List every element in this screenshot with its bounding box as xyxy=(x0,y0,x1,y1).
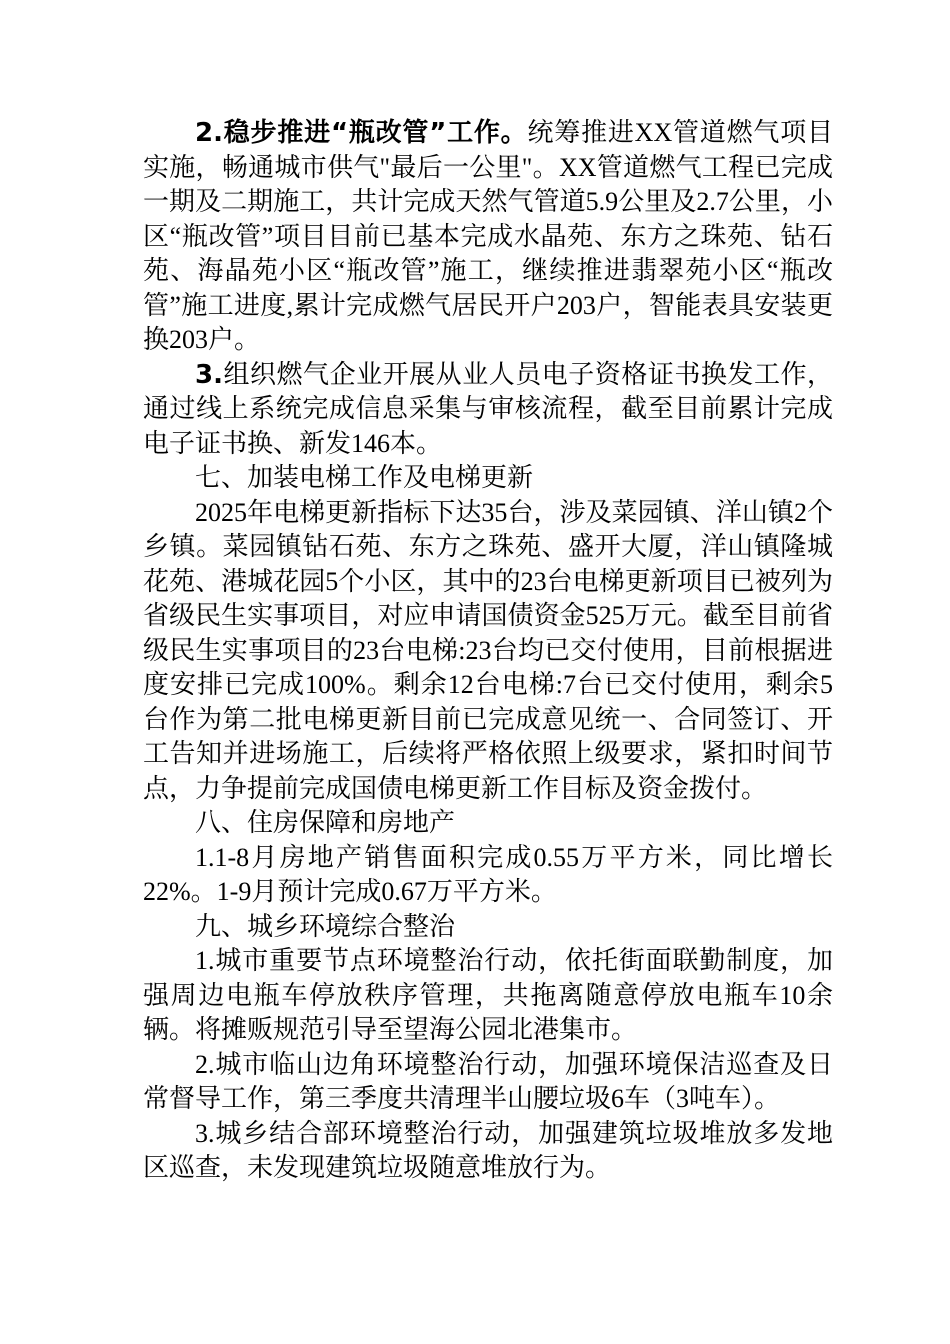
paragraph-node-rectification xyxy=(143,944,833,1048)
heading-text: 八、住房保障和房地产 xyxy=(195,808,456,837)
paragraph-gas-pipeline xyxy=(143,116,833,358)
paragraph-lead: 2.稳步推进“瓶改管”工作。 xyxy=(195,118,528,148)
paragraph-text: 统筹推进XX管道燃气项目实施，畅通城市供气"最后一公里"。XX管道燃气工程已完成一期及二期施工，共计完成天然气管道5.9公里及2.7公里，小区“瓶改管”项目目前已基本完成水晶苑、东方之珠苑、钻石苑、海晶苑小区“瓶改管”施工，继续推进翡翠苑小区“瓶改管”施工进度,累计完成燃气居民开户203户，智能表具安装更换203户。 xyxy=(143,118,833,354)
paragraph-text: 1.1-8月房地产销售面积完成0.55万平方米，同比增长22%。1-9月预计完成0.67万平方米。 xyxy=(143,842,833,906)
section-heading-housing xyxy=(143,806,833,841)
paragraph-text: 组织燃气企业开展从业人员电子资格证书换发工作，通过线上系统完成信息采集与审核流程，截至目前累计完成电子证书换、新发146本。 xyxy=(143,359,833,458)
section-heading-elevator xyxy=(143,461,833,496)
section-heading-environment xyxy=(143,910,833,945)
paragraph-text: 2025年电梯更新指标下达35台，涉及菜园镇、洋山镇2个乡镇。菜园镇钻石苑、东方之珠苑、盛开大厦，洋山镇隆城花苑、港城花园5个小区，其中的23台电梯更新项目已被列为省级民生实事项目，对应申请国债资金525万元。截至目前省级民生实事项目的23台电梯:23台均已交付使用，目前根据进度安排已完成100%。剩余12台电梯:7台已交付使用，剩余5台作为第二批电梯更新目前已完成意见统一、合同签订、开工告知并进场施工，后续将严格依照上级要求，紧扣时间节点，力争提前完成国债电梯更新工作目标及资金拨付。 xyxy=(143,497,833,803)
paragraph-rural-urban-rectification xyxy=(143,1117,833,1186)
heading-text: 七、加装电梯工作及电梯更新 xyxy=(195,463,534,492)
paragraph-lead: 3. xyxy=(195,359,223,390)
paragraph-housing-sales xyxy=(143,841,833,910)
paragraph-text: 3.城乡结合部环境整治行动，加强建筑垃圾堆放多发地区巡查，未发现建筑垃圾随意堆放行为。 xyxy=(143,1118,833,1182)
paragraph-elevator-update xyxy=(143,496,833,807)
paragraph-text: 1.城市重要节点环境整治行动，依托街面联勤制度，加强周边电瓶车停放秩序管理，共拖离随意停放电瓶车10余辆。将摊贩规范引导至望海公园北港集市。 xyxy=(143,946,833,1044)
paragraph-text: 2.城市临山边角环境整治行动，加强环境保洁巡查及日常督导工作，第三季度共清理半山腰垃圾6车（3吨车）。 xyxy=(143,1049,833,1113)
document-page xyxy=(143,116,833,1186)
heading-text: 九、城乡环境综合整治 xyxy=(195,911,456,941)
paragraph-hillside-rectification xyxy=(143,1048,833,1117)
paragraph-gas-certificates xyxy=(143,358,833,462)
